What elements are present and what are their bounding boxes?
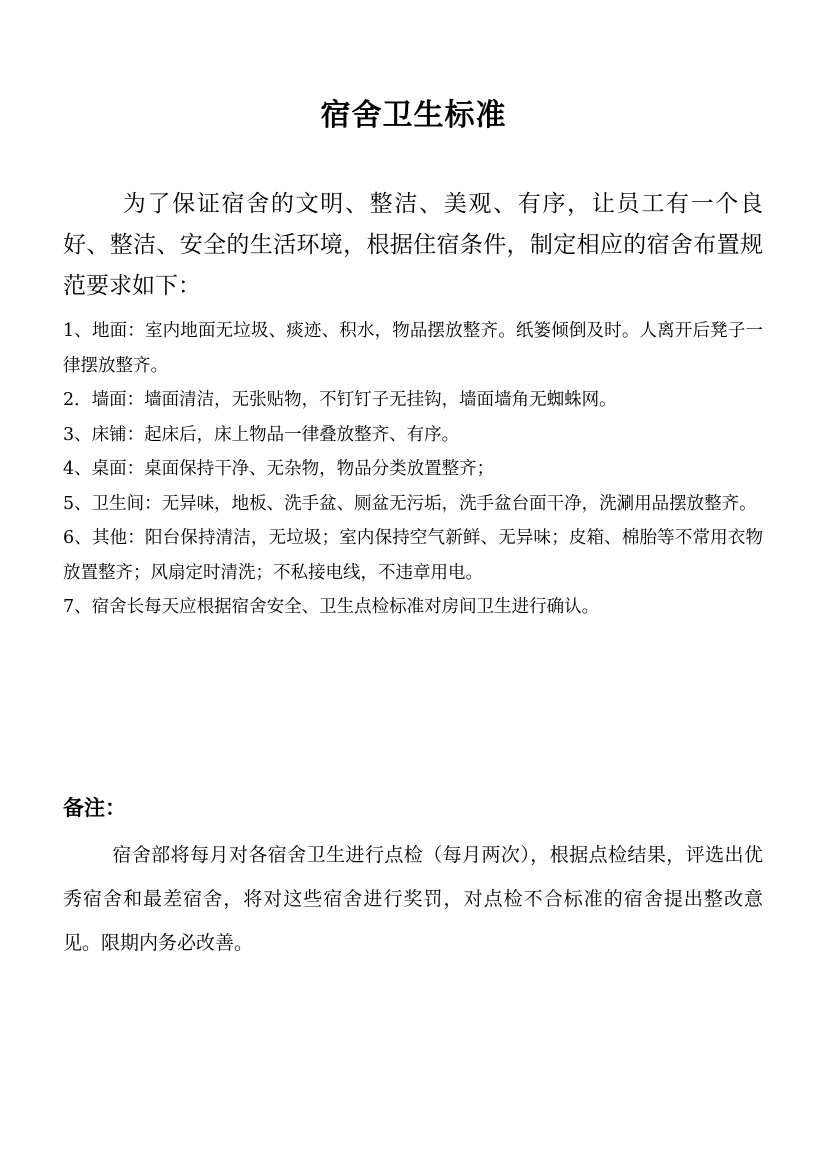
notes-paragraph: 宿舍部将每月对各宿舍卫生进行点检（每月两次），根据点检结果，评选出优秀宿舍和最差宿舍，将对这些宿舍进行奖罚，对点检不合标准的宿舍提出整改意见。限期内务必改善。: [63, 844, 763, 954]
rules-list: [63, 314, 763, 625]
rule-item-desk: 4、桌面：桌面保持干净、无杂物，物品分类放置整齐；: [63, 459, 495, 479]
notes-heading: 备注：: [63, 796, 126, 820]
rule-item-dorm-leader: 7、宿舍长每天应根据宿舍安全、卫生点检标准对房间卫生进行确认。: [63, 597, 600, 617]
intro-paragraph: 为了保证宿舍的文明、整洁、美观、有序，让员工有一个良好、整洁、安全的生活环境，根据住宿条件，制定相应的宿舍布置规范要求如下：: [63, 191, 763, 299]
rule-item-bathroom: 5、卫生间：无异味，地板、洗手盆、厕盆无污垢，洗手盆台面干净，洗涮用品摆放整齐。: [63, 493, 757, 514]
rule-item-wall: 2．墙面：墙面清洁，无张贴物，不钉钉子无挂钩，墙面墙角无蜘蛛网。: [63, 390, 617, 410]
rule-item-floor: 1、地面：室内地面无垃圾、痰迹、积水，物品摆放整齐。纸篓倾倒及时。人离开后凳子一律摆放整齐。: [63, 321, 763, 376]
rule-item-other: 6、其他：阳台保持清洁，无垃圾；室内保持空气新鲜、无异味；皮箱、棉胎等不常用衣物放置整齐；风扇定时清洗；不私接电线，不违章用电。: [63, 528, 763, 583]
document-title: 宿舍卫生标准: [320, 98, 507, 133]
rule-item-bed: 3、床铺：起床后，床上物品一律叠放整齐、有序。: [63, 424, 460, 445]
